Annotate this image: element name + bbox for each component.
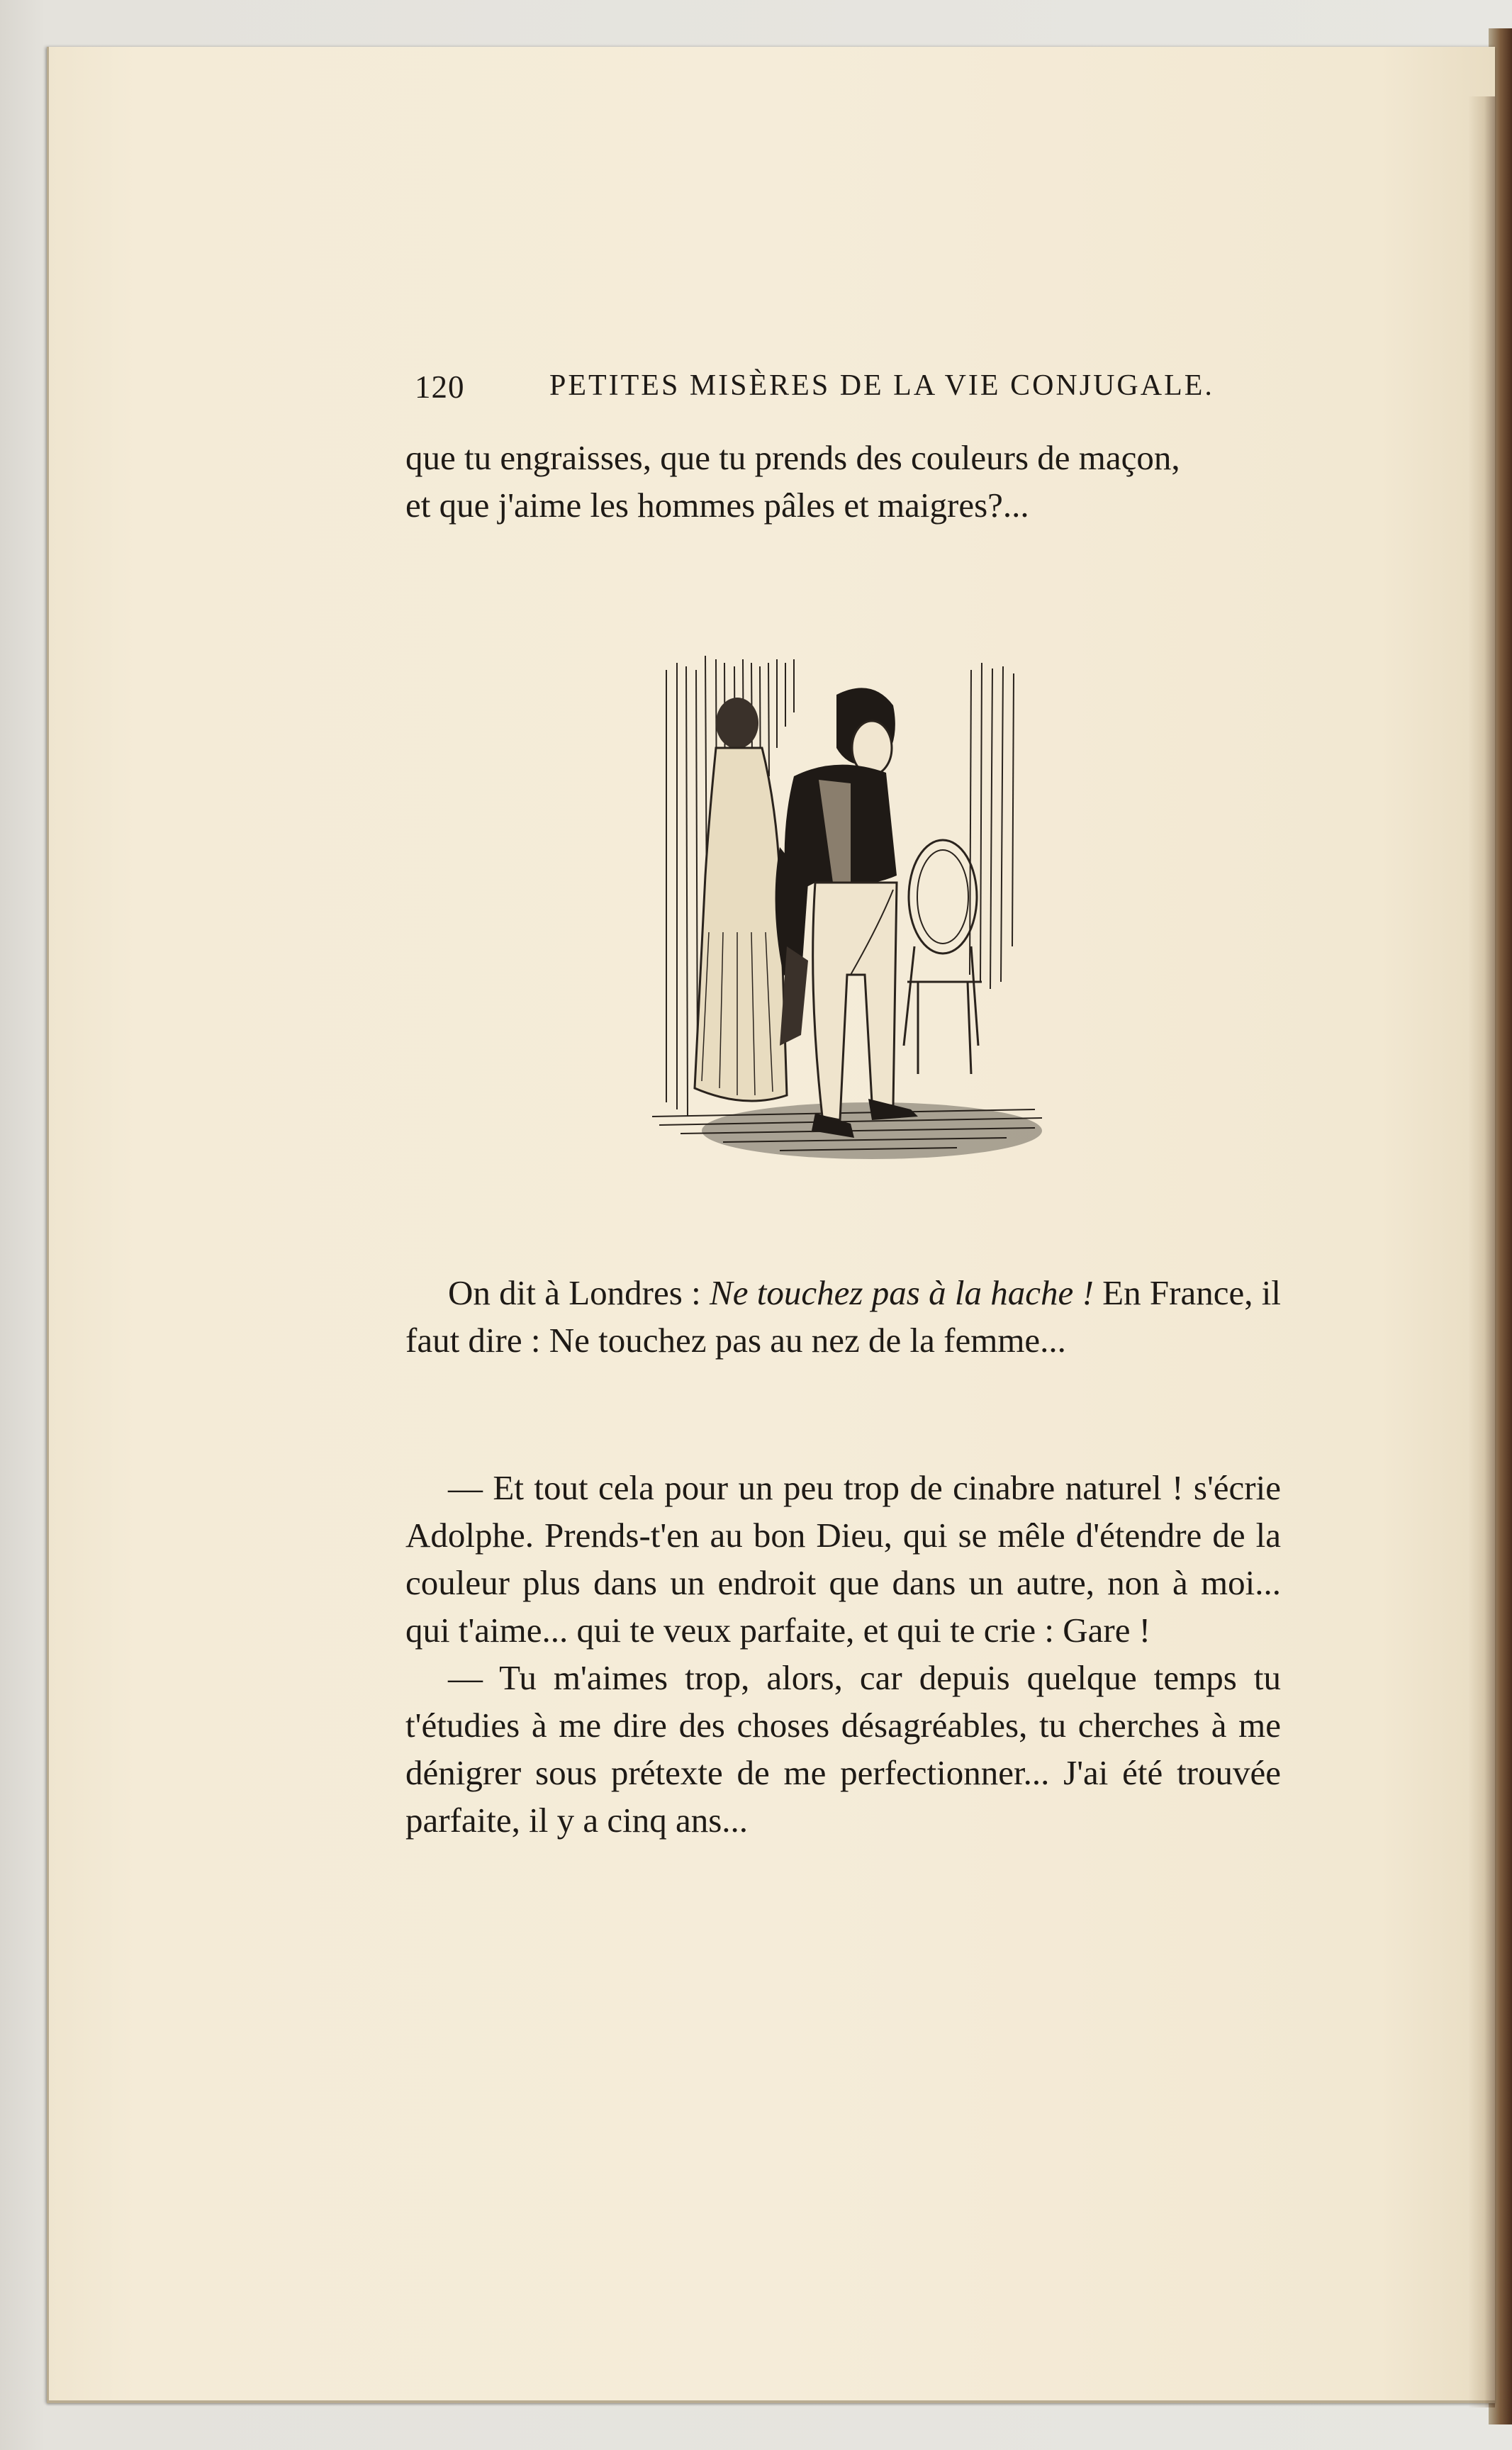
paragraph-continued: [405, 434, 1281, 529]
engraving-illustration: [638, 649, 1063, 1173]
curtain-right: [970, 663, 1014, 989]
dialogue-block: [405, 1464, 1281, 1844]
paragraph-london: [405, 1269, 1281, 1364]
dialogue-adolphe: — Et tout cela pour un peu trop de cinabre naturel ! s'écrie Adolphe. Prends-t'en au bon Dieu, qui se mêle d'étendre de la couleur plus dans un endroit que dans un autre, non à moi... qui t'aime... qui te veux parfaite, et qui te crie : Gare !: [405, 1468, 1281, 1650]
woman-figure: [695, 698, 787, 1101]
paragraph-lead: On dit à Londres :: [448, 1273, 710, 1312]
text-line: et que j'aime les hommes pâles et maigres?...: [405, 486, 1029, 525]
page-number: 120: [415, 369, 465, 405]
italic-quote: Ne touchez pas à la hache !: [710, 1273, 1094, 1312]
paragraph-tail: En France, il faut dire : Ne touchez pas au nez de la femme...: [405, 1273, 1281, 1360]
page-shadow-edge: [1468, 96, 1495, 2407]
text-line: que tu engraisses, que tu prends des couleurs de maçon,: [405, 438, 1180, 477]
running-title: PETITES MISÈRES DE LA VIE CONJUGALE.: [549, 369, 1214, 402]
dialogue-reply: — Tu m'aimes trop, alors, car depuis quelque temps tu t'étudies à me dire des choses désagréables, tu cherches à me dénigrer sous prétexte de me perfectionner... J'ai été trouvée parfaite, il y a cinq ans...: [405, 1658, 1281, 1840]
running-header: [415, 362, 1287, 411]
man-figure: [775, 688, 918, 1138]
paragraph-text: [405, 1269, 1281, 1364]
